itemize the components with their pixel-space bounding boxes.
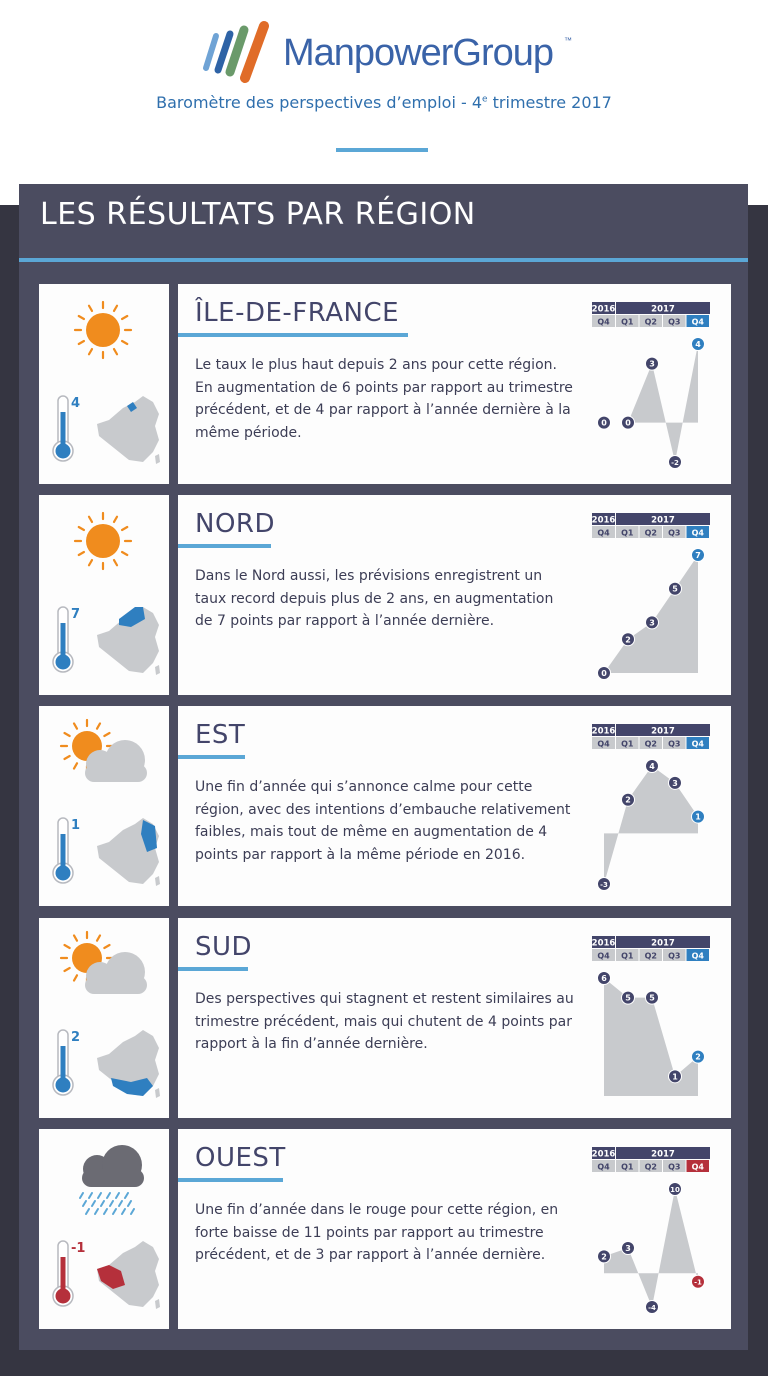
data-label: 2 [625,795,631,805]
trend-chart [592,1147,717,1322]
year-label: 2016 [592,726,616,737]
data-label: 1 [695,812,701,822]
temperature-value: 2 [71,1030,81,1045]
data-label: 2 [695,1052,701,1062]
data-label: 5 [672,584,678,594]
data-point [669,776,682,789]
quarter-label: Q3 [668,739,681,749]
year-label: 2017 [651,726,675,737]
quarter-label: Q2 [644,951,657,961]
thermometer-icon [53,396,73,461]
france-map-icon [97,396,160,464]
trend-chart [592,302,717,477]
trend-chart [592,724,717,899]
data-label: 3 [672,778,678,788]
temperature-value: -1 [71,1241,86,1256]
region-icon-card [39,918,169,1118]
region-card [178,1129,731,1329]
region-description: Le taux le plus haut depuis 2 ans pour cette région. En augmentation de 6 points par rapport au trimestre précédent, et de 4 par rapport à l’année dernière à la même période. [195,357,573,441]
data-label: -4 [648,1304,656,1312]
manpowergroup-logo-icon [192,20,274,90]
data-point [669,582,682,595]
data-point [598,1250,611,1263]
quarter-label: Q3 [668,951,681,961]
quarter-label: Q4 [597,1162,610,1172]
data-label: 0 [601,669,607,678]
section-title-rule [19,258,748,262]
quarter-label: Q3 [668,528,681,538]
region-name: SUD [195,932,253,962]
data-point [598,416,611,429]
data-label: 5 [625,993,631,1003]
data-label: 1 [672,1072,678,1082]
header-divider [336,148,428,152]
header [0,0,768,205]
region-name-rule [178,755,245,759]
rain-cloud-icon [82,1145,144,1187]
data-label: 7 [695,551,701,560]
quarter-label: Q1 [621,1162,634,1172]
data-point [622,793,635,806]
thermometer-icon [53,607,73,672]
data-label: 10 [670,1186,680,1194]
data-point [646,760,659,773]
quarter-label: Q3 [668,1162,681,1172]
data-label: 0 [625,418,631,428]
data-point [622,633,635,646]
year-label: 2017 [651,304,675,315]
subtitle-text-end: trimestre 2017 [487,93,612,112]
region-description: Dans le Nord aussi, les prévisions enregistrent un taux record depuis plus de 2 ans, en augmentation de 7 points par rapport à l’année dernière. [195,568,554,629]
temperature-value: 1 [71,818,81,833]
data-point [622,416,635,429]
quarter-label: Q1 [621,317,634,327]
france-map-icon [97,1241,160,1309]
region-name-rule [178,967,248,971]
rain-drops-icon [80,1193,134,1214]
trend-chart [592,513,717,688]
region-name: NORD [195,509,275,539]
data-point [598,972,611,985]
quarter-label: Q4 [597,317,610,327]
trend-area [604,766,698,884]
quarter-label: Q4 [691,951,704,961]
data-point [598,878,611,891]
quarter-label: Q2 [644,528,657,538]
quarter-label: Q2 [644,1162,657,1172]
region-name: EST [195,720,246,750]
data-label: -1 [694,1278,702,1287]
data-point [598,667,611,680]
region-icon-card [39,495,169,695]
data-point [669,1183,682,1196]
year-label: 2016 [592,1149,616,1160]
page-subtitle [0,93,768,112]
region-card [178,706,731,906]
data-point [646,616,659,629]
year-label: 2016 [592,304,616,315]
quarter-label: Q2 [644,317,657,327]
subtitle-text: Baromètre des perspectives d’emploi - 4 [156,93,483,112]
region-card [178,918,731,1118]
quarter-label: Q1 [621,528,634,538]
data-point [646,357,659,370]
data-point [669,456,682,469]
data-label: 3 [649,618,655,628]
data-label: -2 [671,459,679,467]
year-label: 2017 [651,515,675,526]
trademark: ™ [564,36,572,45]
data-point [692,338,705,351]
data-point [692,1050,705,1063]
data-label: 3 [625,1244,631,1253]
trend-area [604,555,698,673]
data-label: 5 [649,993,655,1003]
year-label: 2016 [592,938,616,949]
data-label: 2 [625,635,631,645]
data-point [692,810,705,823]
trend-chart [592,936,717,1111]
data-label: 3 [649,359,655,369]
region-icon-card [39,1129,169,1329]
year-label: 2017 [651,938,675,949]
brand-name: ManpowerGroup [283,32,554,74]
data-label: 4 [649,762,655,771]
data-label: 6 [601,974,607,983]
data-point [692,549,705,562]
region-name-rule [178,1178,283,1182]
quarter-label: Q2 [644,739,657,749]
trend-area [604,1189,698,1307]
data-point [646,991,659,1004]
region-description: Une fin d’année dans le rouge pour cette région, en forte baisse de 11 points par rapport au trimestre précédent, et de 3 par rapport à l’année dernière. [195,1202,559,1263]
france-map-icon [97,607,160,675]
data-label: 2 [601,1252,607,1262]
data-label: 0 [601,418,607,428]
data-point [622,1242,635,1255]
temperature-value: 7 [71,607,81,622]
subtitle-superscript: e [482,94,488,105]
quarter-label: Q1 [621,951,634,961]
quarter-label: Q3 [668,317,681,327]
france-map-icon [97,818,160,886]
section-title [19,197,748,259]
thermometer-icon [53,818,73,883]
region-name-rule [178,544,271,548]
quarter-label: Q4 [691,528,704,538]
sun-icon [75,513,131,569]
sun-icon [75,302,131,358]
data-label: -3 [600,881,608,889]
france-map-icon [97,1030,160,1098]
quarter-label: Q4 [597,528,610,538]
quarter-label: Q1 [621,739,634,749]
region-card [178,284,731,484]
quarter-label: Q4 [691,1162,704,1172]
quarter-label: Q4 [597,739,610,749]
data-point [669,1070,682,1083]
region-icon-card [39,284,169,484]
region-name-rule [178,333,408,337]
region-icon-card [39,706,169,906]
quarter-label: Q4 [691,317,704,327]
data-point [692,1275,705,1288]
region-card [178,495,731,695]
region-description: Une fin d’année qui s’annonce calme pour cette région, avec des intentions d’embauche relativement faibles, mais tout de même en augmentation de 4 points par rapport à la même période en 2016. [195,779,571,863]
quarter-label: Q4 [597,951,610,961]
year-label: 2017 [651,1149,675,1160]
temperature-value: 4 [71,396,81,411]
year-label: 2016 [592,515,616,526]
region-name: ÎLE-DE-FRANCE [195,298,400,328]
data-point [622,991,635,1004]
thermometer-icon [53,1241,73,1306]
quarter-label: Q4 [691,739,704,749]
region-description: Des perspectives qui stagnent et restent similaires au trimestre précédent, mais qui chutent de 4 points par rapport à la fin d’année dernière. [195,991,574,1052]
data-label: 4 [695,340,701,349]
section-title-text: LES RÉSULTATS PAR RÉGION [40,197,476,232]
data-point [646,1301,659,1314]
region-name: OUEST [195,1143,286,1173]
thermometer-icon [53,1030,73,1095]
